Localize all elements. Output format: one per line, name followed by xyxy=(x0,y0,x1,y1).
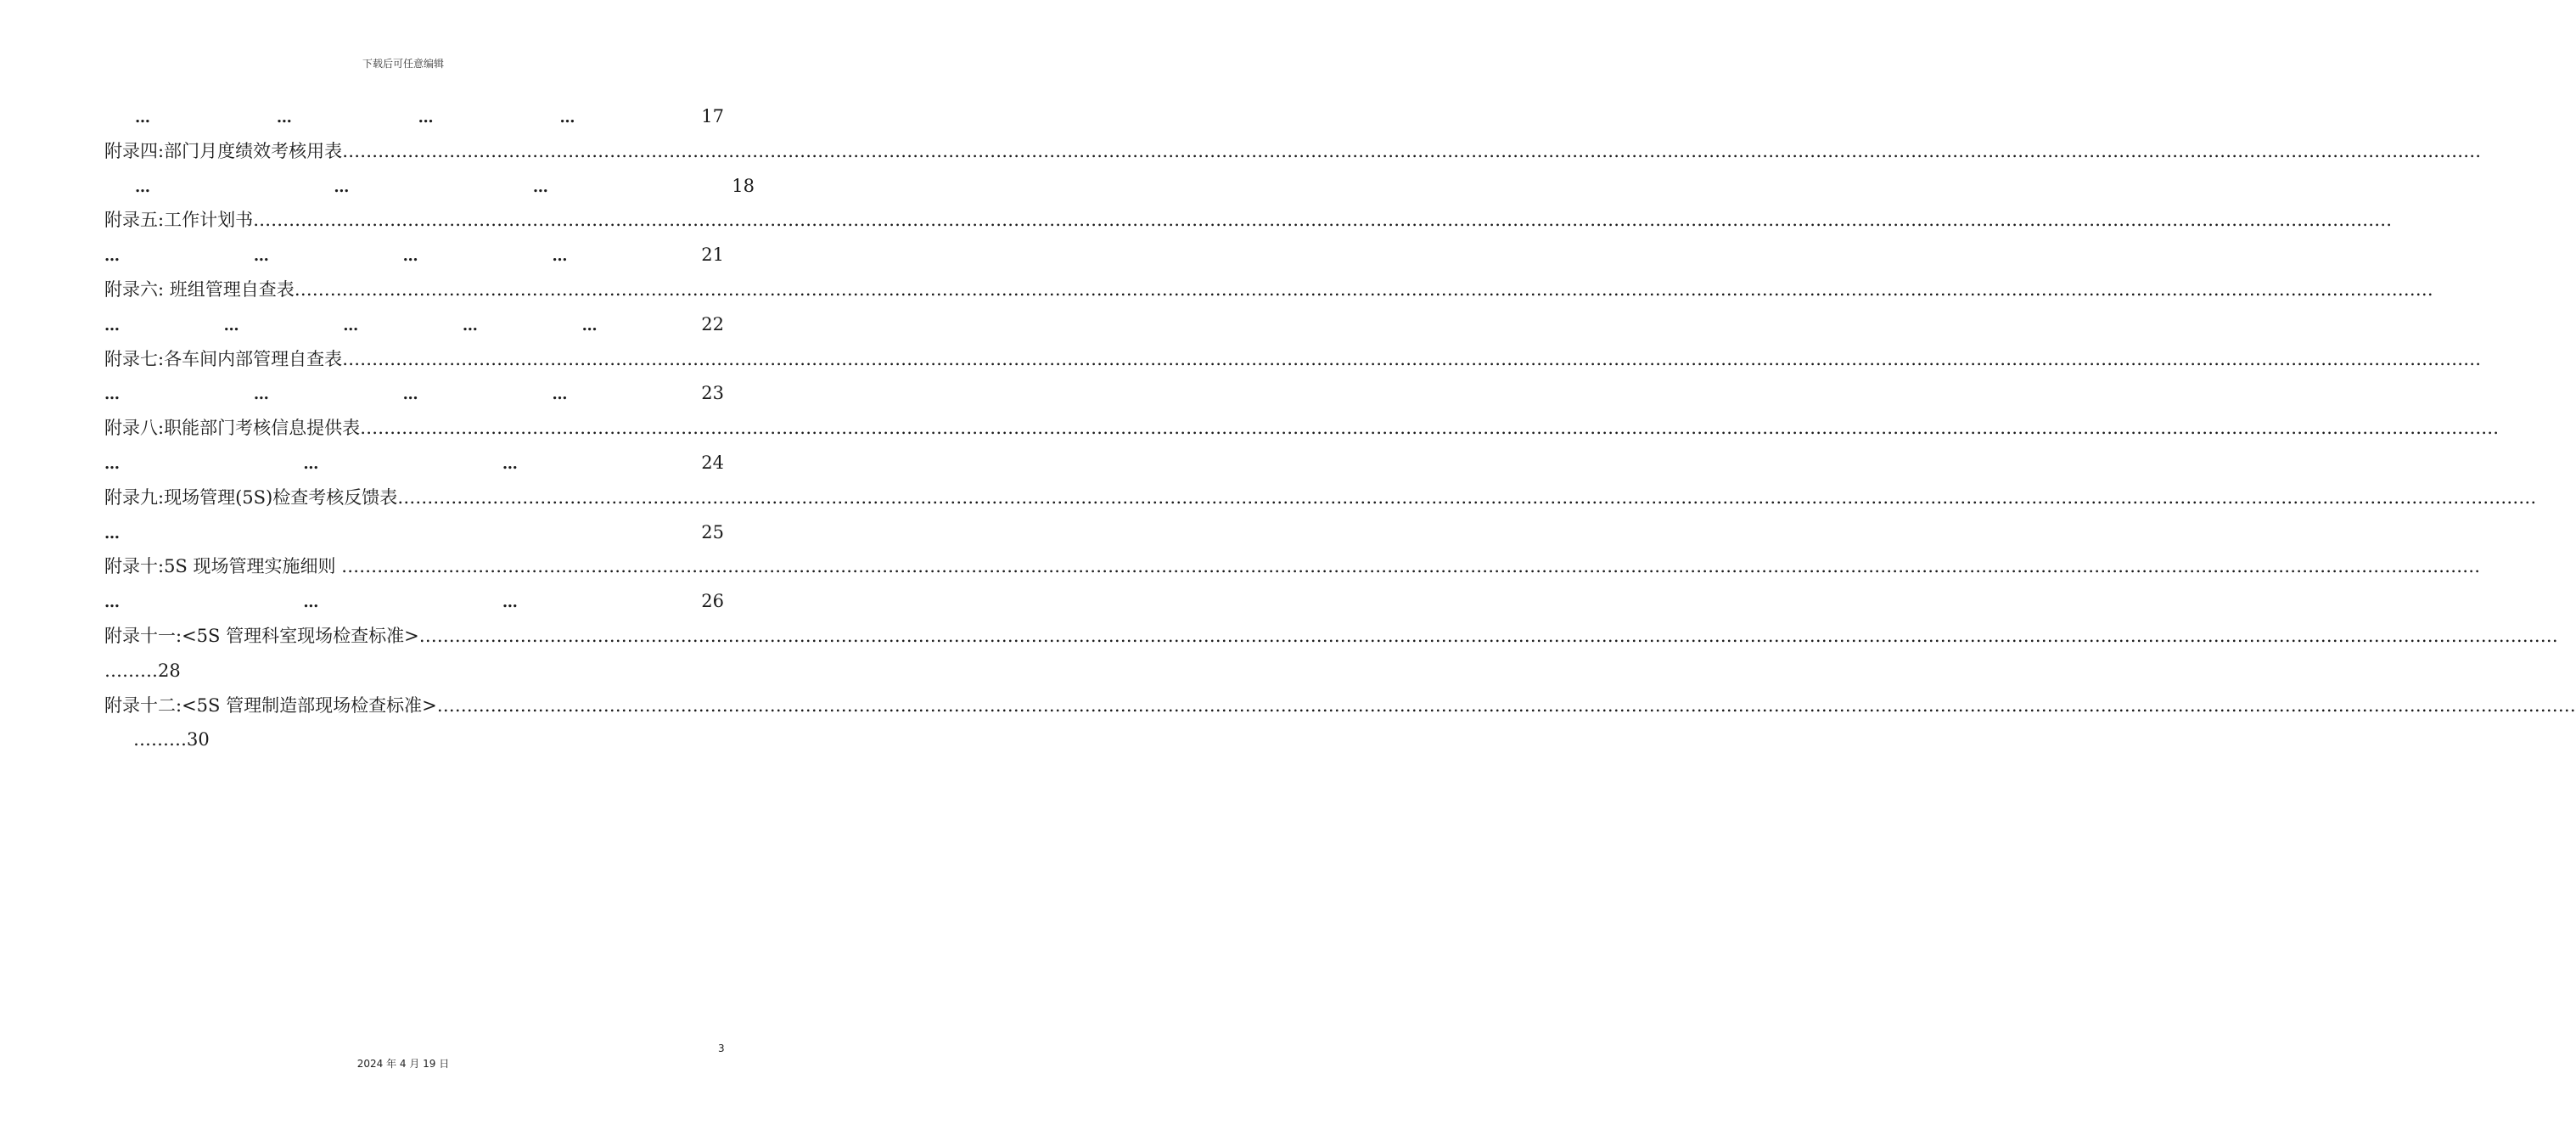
toc-entry-page-line xyxy=(104,520,724,545)
toc-dot-group: … xyxy=(462,316,478,334)
toc-dot-group: … xyxy=(559,109,575,126)
toc-entry-title[interactable] xyxy=(104,207,2393,233)
toc-page-number: 24 xyxy=(701,452,724,473)
toc-dot-group: … xyxy=(502,455,518,473)
toc-entry-page-line xyxy=(104,104,724,129)
toc-page-number: 21 xyxy=(701,244,724,266)
toc-page-number: 22 xyxy=(701,313,724,334)
toc-entry-title[interactable] xyxy=(104,485,2537,510)
toc-entry-title[interactable] xyxy=(104,415,2500,441)
toc-dot-group: … xyxy=(552,385,568,404)
toc-dot-group: … xyxy=(343,316,359,334)
toc-dot-group: … xyxy=(502,593,518,612)
toc-entry-title[interactable] xyxy=(104,693,2576,718)
toc-dot-group: … xyxy=(418,109,434,126)
toc-dot-group: … xyxy=(303,455,319,473)
toc-entry-page-line xyxy=(104,588,724,614)
toc-dot-group: … xyxy=(303,593,319,612)
toc-entry-title-text: 附录十一:<5S 管理科室现场检查标准> xyxy=(104,626,419,646)
toc-page-number: 17 xyxy=(701,106,724,126)
toc-leader-dots: ……………………………………………………………………………………………………………………………………………………………………………………………………………………………………………………………………………………………………………………………… xyxy=(397,486,2537,508)
toc-dot-group: … xyxy=(581,316,598,334)
toc-dot-group: … xyxy=(532,177,548,196)
toc-dot-group: … xyxy=(276,109,292,126)
toc-leader-dots: ……………………………………………………………………………………………………………………………………………………………………………………………………………………………………………………………………………………………………………………………… xyxy=(342,140,2482,161)
toc-entry-title-text: 附录九:现场管理(5S)检查考核反馈表 xyxy=(104,486,398,508)
toc-entry-page-line xyxy=(104,312,724,337)
toc-entry-page-line xyxy=(104,173,755,199)
toc-leader-dots: ……………………………………………………………………………………………………………………………………………………………………………………………………………………………………………………………………………………………………………………………… xyxy=(418,626,2558,646)
toc-dot-group: … xyxy=(104,593,120,612)
toc-dot-group: … xyxy=(104,524,120,542)
toc-page-number: 25 xyxy=(701,521,724,542)
toc-dot-group: … xyxy=(135,177,150,196)
toc-leader-dots: ……………………………………………………………………………………………………………………………………………………………………………………………………………………………………………………………………………………………………………………………… xyxy=(294,279,2433,300)
toc-entry-title[interactable] xyxy=(104,623,2558,649)
toc-leader-dots: ……………………………………………………………………………………………………………………………………………………………………………………………………………………………………………………………………………………………………………………………… xyxy=(360,418,2500,439)
toc-entry-title-text: 附录五:工作计划书 xyxy=(104,210,254,231)
toc-entry-title-text: 附录八:职能部门考核信息提供表 xyxy=(104,418,361,439)
footer-date: 2024 年 4 月 19 日 xyxy=(356,1058,450,1070)
toc-entry-title-text: 附录四:部门月度绩效考核用表 xyxy=(104,140,343,161)
toc-dot-group: … xyxy=(104,316,120,334)
toc-entry-title[interactable] xyxy=(104,277,2433,302)
toc-entry-title-text: 附录十二:<5S 管理制造部现场检查标准> xyxy=(104,694,437,716)
toc-entry-page-tail: ………28 xyxy=(104,660,181,681)
toc-dot-group: … xyxy=(334,177,350,196)
page-number: 3 xyxy=(718,1043,725,1054)
toc-dot-group: … xyxy=(402,247,418,266)
toc-entry-page-line xyxy=(104,450,724,475)
toc-entry-page-line xyxy=(104,380,724,406)
toc-dot-group: … xyxy=(104,385,120,404)
toc-dot-group: … xyxy=(253,247,269,266)
toc-entry-title-text: 附录六: 班组管理自查表 xyxy=(104,279,295,300)
toc-entry-title[interactable] xyxy=(104,138,2482,164)
toc-entry-page-tail: ………30 xyxy=(133,729,210,750)
toc-entry-title[interactable] xyxy=(104,554,2481,579)
toc-dot-group: … xyxy=(104,455,120,473)
toc-dot-group: … xyxy=(552,247,568,266)
toc-dot-group: … xyxy=(135,109,150,126)
toc-page-number: 18 xyxy=(732,175,755,196)
toc-page-number: 26 xyxy=(701,591,724,612)
toc-dot-group: … xyxy=(402,385,418,404)
toc-entry-title-text: 附录七:各车间内部管理自查表 xyxy=(104,348,343,369)
toc-entry-title[interactable] xyxy=(104,346,2482,372)
toc-leader-dots: ……………………………………………………………………………………………………………………………………………………………………………………………………………………………………………………………………………………………………………………………… xyxy=(342,348,2482,369)
toc-leader-dots: ……………………………………………………………………………………………………………………………………………………………………………………………………………………………………………………………………………………………………………………………… xyxy=(436,694,2576,716)
toc-dot-group: … xyxy=(104,247,120,266)
toc-leader-dots: ……………………………………………………………………………………………………………………………………………………………………………………………………………………………………………………………………………………………………………………………… xyxy=(253,210,2393,231)
page-header: 下载后可任意编辑 xyxy=(362,58,444,70)
toc-dot-group: … xyxy=(223,316,239,334)
toc-entry-page-line xyxy=(104,242,724,267)
toc-entry-title-text: 附录十:5S 现场管理实施细则 xyxy=(104,556,342,577)
toc-dot-group: … xyxy=(253,385,269,404)
toc-page-number: 23 xyxy=(701,383,724,404)
toc-leader-dots: ……………………………………………………………………………………………………………………………………………………………………………………………………………………………………………………………………………………………………………………………… xyxy=(341,556,2481,577)
